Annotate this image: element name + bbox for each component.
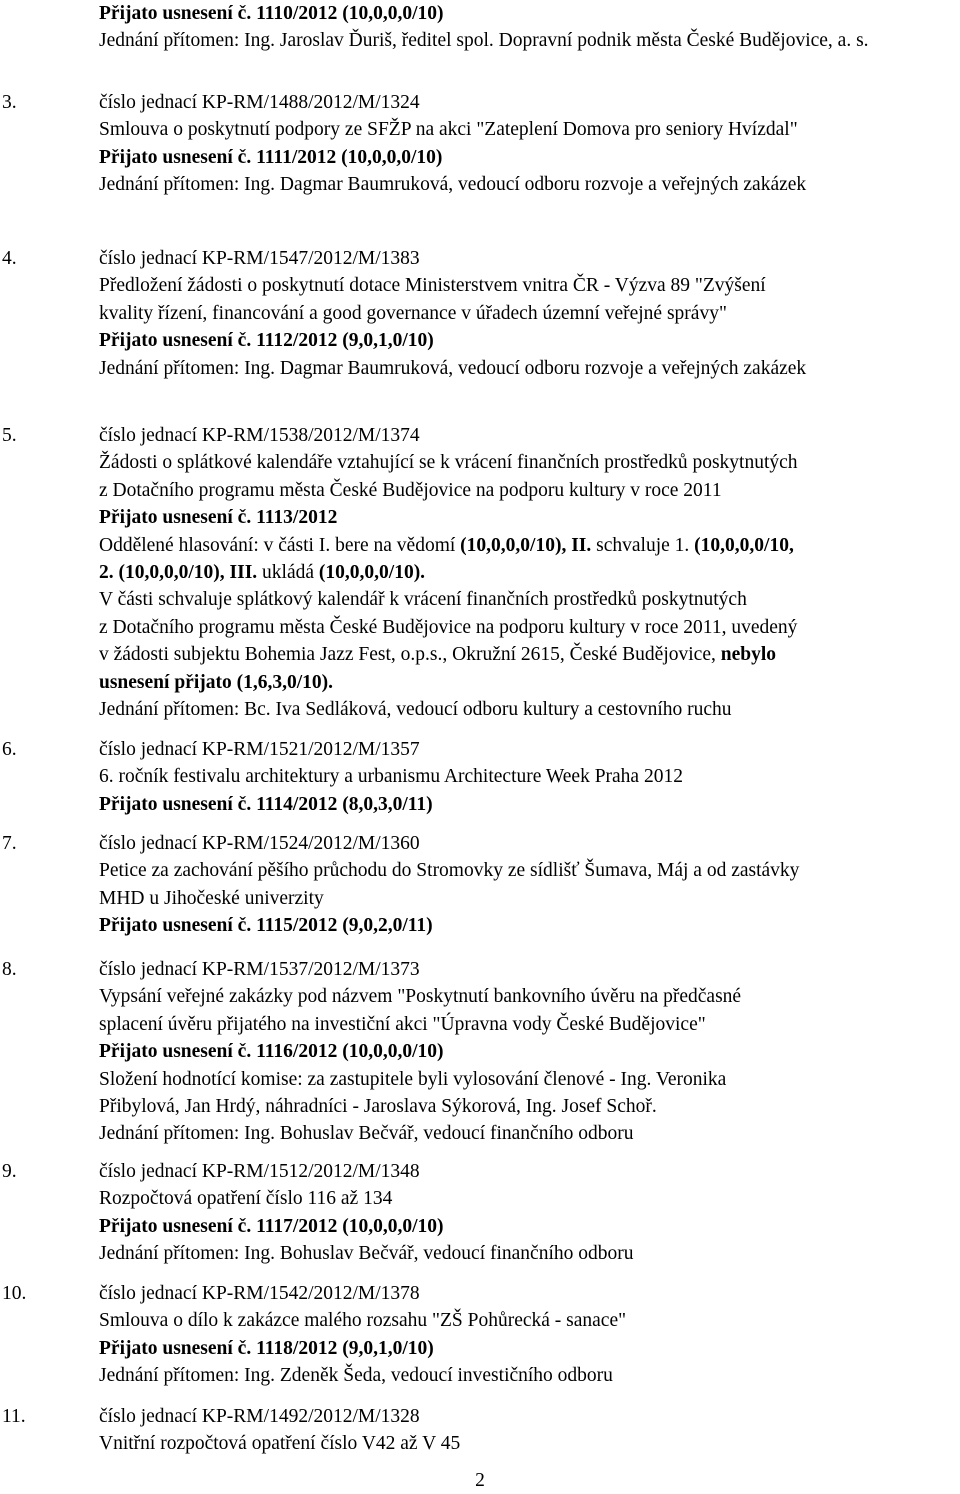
resolution-line: Přijato usnesení č. 1112/2012 (9,0,1,0/10) bbox=[99, 330, 434, 352]
agenda-item-4 bbox=[0, 245, 960, 382]
item-number: 5. bbox=[2, 425, 17, 446]
agenda-item-10 bbox=[0, 1280, 960, 1390]
item-title: 6. ročník festivalu architektury a urbanismu Architecture Week Praha 2012 bbox=[99, 766, 683, 788]
reference-number: číslo jednací KP-RM/1538/2012/M/1374 bbox=[99, 425, 420, 446]
item-number: 10. bbox=[2, 1283, 27, 1304]
agenda-item-3 bbox=[0, 89, 960, 199]
item-number: 11. bbox=[2, 1406, 26, 1427]
reference-number: číslo jednací KP-RM/1488/2012/M/1324 bbox=[99, 92, 420, 113]
detail-line: z Dotačního programu města České Budějovice na podporu kultury v roce 2011, uvedený bbox=[99, 616, 798, 638]
item-number: 7. bbox=[2, 833, 17, 854]
present-line: Jednání přítomen: Ing. Bohuslav Bečvář, vedoucí finančního odboru bbox=[99, 1123, 634, 1145]
item-title-continued: MHD u Jihočeské univerzity bbox=[99, 887, 324, 909]
item-title-continued: splacení úvěru přijatého na investiční akci "Úpravna vody České Budějovice" bbox=[99, 1013, 706, 1035]
present-line: Jednání přítomen: Ing. Dagmar Baumruková, vedoucí odboru rozvoje a veřejných zakázek bbox=[99, 357, 807, 379]
resolution-line: Přijato usnesení č. 1117/2012 (10,0,0,0/10) bbox=[99, 1215, 444, 1237]
reference-number: číslo jednací KP-RM/1537/2012/M/1373 bbox=[99, 959, 420, 980]
present-line: Jednání přítomen: Ing. Dagmar Baumruková, vedoucí odboru rozvoje a veřejných zakázek bbox=[99, 174, 807, 196]
reference-number: číslo jednací KP-RM/1512/2012/M/1348 bbox=[99, 1161, 420, 1182]
agenda-item-11 bbox=[0, 1403, 960, 1458]
item-title: Vnitřní rozpočtová opatření číslo V42 až V 45 bbox=[99, 1433, 461, 1455]
previous-item-tail bbox=[99, 0, 960, 55]
item-title: Žádosti o splátkové kalendáře vztahující se k vrácení finančních prostředků poskytnutých bbox=[99, 452, 798, 474]
item-number: 4. bbox=[2, 248, 17, 269]
reference-number: číslo jednací KP-RM/1492/2012/M/1328 bbox=[99, 1406, 420, 1427]
resolution-line: Přijato usnesení č. 1110/2012 (10,0,0,0/10) bbox=[99, 3, 444, 24]
agenda-item-6 bbox=[0, 736, 960, 818]
item-number: 3. bbox=[2, 92, 17, 113]
item-title: Smlouva o dílo k zakázce malého rozsahu "ZŠ Pohůrecká - sanace" bbox=[99, 1310, 627, 1332]
rejected-resolution-line: usnesení přijato (1,6,3,0/10). bbox=[99, 671, 333, 693]
item-title-continued: kvality řízení, financování a good governance v úřadech územní veřejné správy" bbox=[99, 302, 727, 324]
resolution-line: Přijato usnesení č. 1113/2012 bbox=[99, 507, 338, 529]
item-title: Petice za zachování pěšího průchodu do Stromovky ze sídlišť Šumava, Máj a od zastávky bbox=[99, 860, 800, 882]
item-title: Předložení žádosti o poskytnutí dotace Ministerstvem vnitra ČR - Výzva 89 "Zvýšení bbox=[99, 275, 766, 297]
reference-number: číslo jednací KP-RM/1521/2012/M/1357 bbox=[99, 739, 420, 760]
agenda-item-8 bbox=[0, 956, 960, 1148]
detail-line: V části schvaluje splátkový kalendář k vrácení finančních prostředků poskytnutých bbox=[99, 589, 747, 611]
present-line: Jednání přítomen: Ing. Zdeněk Šeda, vedoucí investičního odboru bbox=[99, 1365, 613, 1387]
resolution-line: Přijato usnesení č. 1114/2012 (8,0,3,0/11) bbox=[99, 793, 433, 815]
present-line: Jednání přítomen: Bc. Iva Sedláková, vedoucí odboru kultury a cestovního ruchu bbox=[99, 699, 732, 721]
present-line: Jednání přítomen: Ing. Bohuslav Bečvář, vedoucí finančního odboru bbox=[99, 1243, 634, 1265]
item-number: 8. bbox=[2, 959, 17, 980]
page-number: 2 bbox=[475, 1470, 485, 1491]
reference-number: číslo jednací KP-RM/1542/2012/M/1378 bbox=[99, 1283, 420, 1304]
resolution-line: Přijato usnesení č. 1116/2012 (10,0,0,0/10) bbox=[99, 1041, 444, 1063]
agenda-item-9 bbox=[0, 1158, 960, 1268]
item-title-continued: z Dotačního programu města České Budějovice na podporu kultury v roce 2011 bbox=[99, 479, 722, 501]
agenda-item-7 bbox=[0, 830, 960, 940]
agenda-item-5 bbox=[0, 422, 960, 723]
commission-line-continued: Přibylová, Jan Hrdý, náhradníci - Jaroslava Sýkorová, Ing. Josef Schoř. bbox=[99, 1096, 657, 1118]
reference-number: číslo jednací KP-RM/1524/2012/M/1360 bbox=[99, 833, 420, 854]
item-title: Vypsání veřejné zakázky pod názvem "Poskytnutí bankovního úvěru na předčasné bbox=[99, 986, 742, 1008]
reference-number: číslo jednací KP-RM/1547/2012/M/1383 bbox=[99, 248, 420, 269]
item-title: Rozpočtová opatření číslo 116 až 134 bbox=[99, 1188, 393, 1210]
detail-line: v žádosti subjektu Bohemia Jazz Fest, o.p.s., Okružní 2615, České Budějovice, nebylo bbox=[99, 644, 776, 666]
item-title: Smlouva o poskytnutí podpory ze SFŽP na akci "Zateplení Domova pro seniory Hvízdal" bbox=[99, 119, 798, 141]
present-line: Jednání přítomen: Ing. Jaroslav Ďuriš, ředitel spol. Dopravní podnik města České Budějovice, a. s. bbox=[99, 30, 869, 52]
item-number: 9. bbox=[2, 1161, 17, 1182]
separate-vote-line: Oddělené hlasování: v části I. bere na vědomí (10,0,0,0/10), II. schvaluje 1. (10,0,0,0/10, bbox=[99, 534, 794, 556]
resolution-line: Přijato usnesení č. 1118/2012 (9,0,1,0/10) bbox=[99, 1337, 434, 1359]
resolution-line: Přijato usnesení č. 1111/2012 (10,0,0,0/10) bbox=[99, 146, 443, 168]
item-number: 6. bbox=[2, 739, 17, 760]
resolution-line: Přijato usnesení č. 1115/2012 (9,0,2,0/11) bbox=[99, 915, 433, 937]
separate-vote-line-continued: 2. (10,0,0,0/10), III. ukládá (10,0,0,0/10). bbox=[99, 562, 426, 584]
commission-line: Složení hodnotící komise: za zastupitele byli vylosování členové - Ing. Veronika bbox=[99, 1068, 727, 1090]
